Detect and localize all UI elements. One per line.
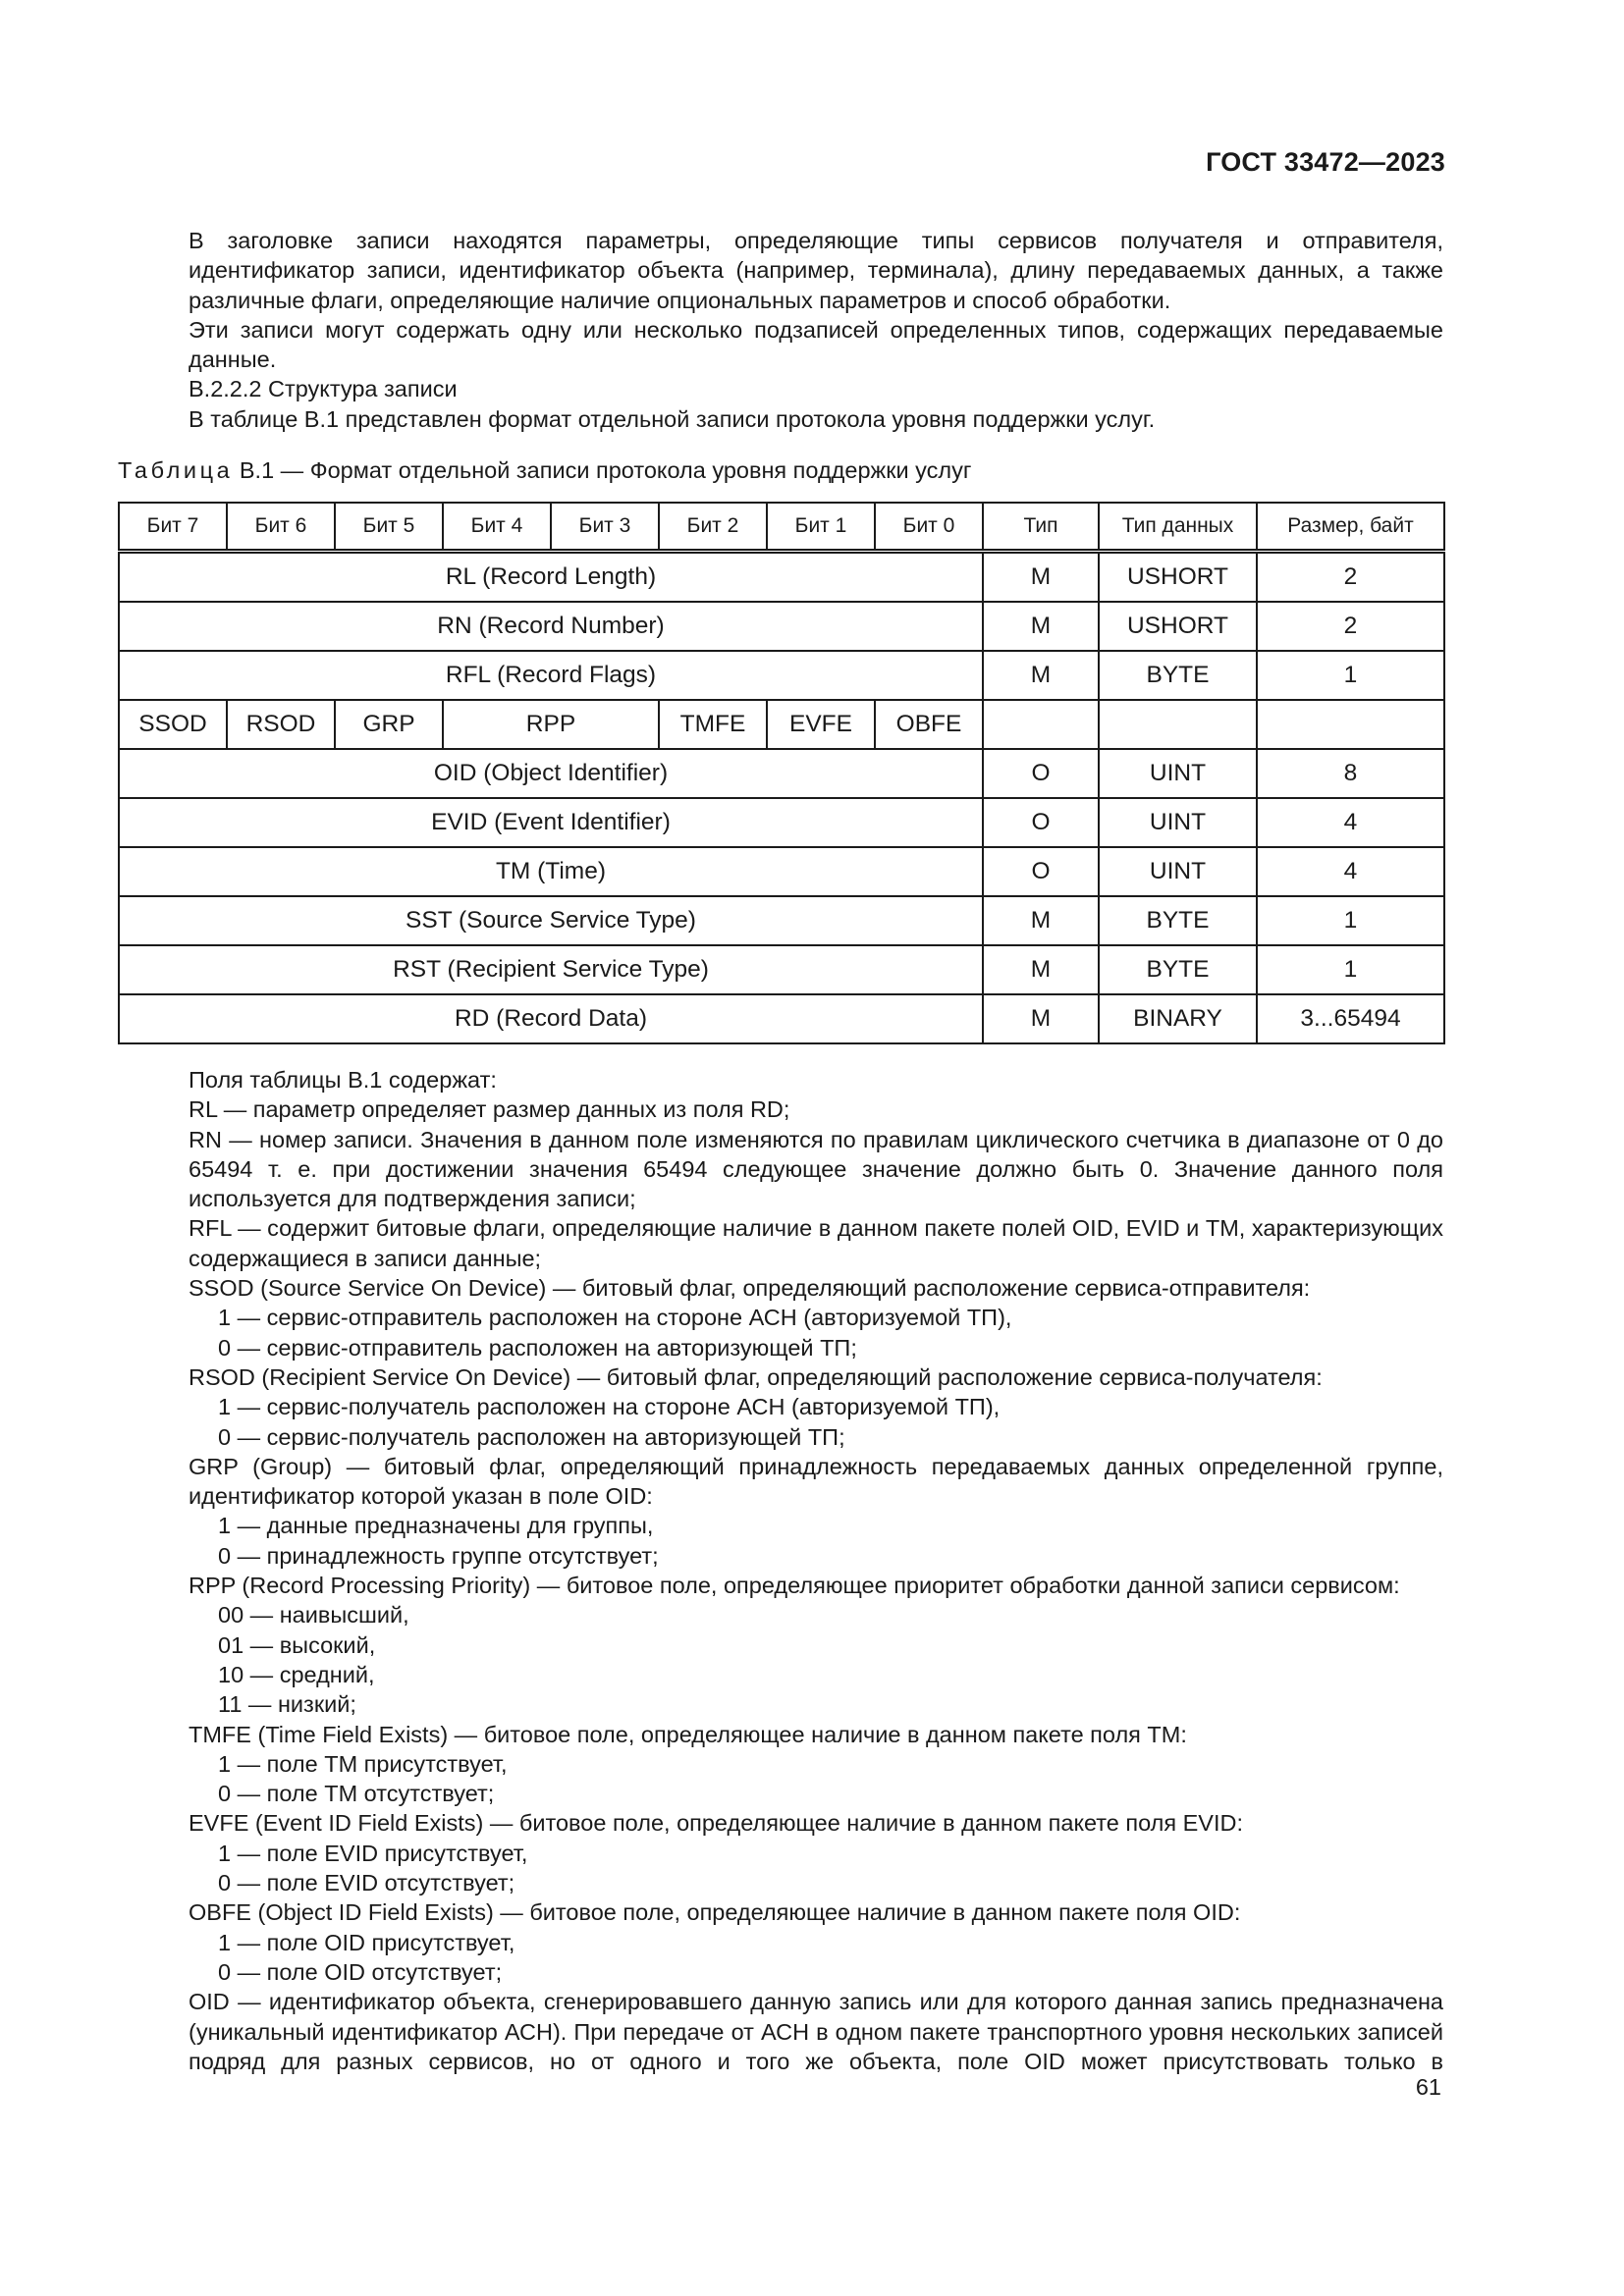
paragraph: TMFE (Time Field Exists) — битовое поле, определяющее наличие в данном пакете поля TM: xyxy=(189,1721,1187,1747)
size-cell: 4 xyxy=(1257,798,1444,847)
field-name-cell: RST (Recipient Service Type) xyxy=(119,945,983,994)
paragraph: OID — идентификатор объекта, сгенерировавшего данную запись или для которого данная запись предназначена (уникальный идентификатор АСН). При передаче от АСН в одном пакете транспортного уровня нескольких записей подряд для разных сервисов, но от одного и того же объекта, поле OID может присутствовать только в xyxy=(189,1989,1443,2074)
table-row xyxy=(119,994,1444,1043)
table-row xyxy=(119,700,1444,749)
list-item: 1 — данные предназначены для группы, xyxy=(218,1513,654,1539)
flag-cell: RPP xyxy=(443,700,659,749)
table-header-cell: Бит 7 xyxy=(119,503,227,552)
data-type-cell: BYTE xyxy=(1099,896,1257,945)
type-cell: M xyxy=(983,651,1099,700)
list-item: 11 — низкий; xyxy=(218,1691,356,1718)
type-cell: M xyxy=(983,602,1099,651)
list-item: 01 — высокий, xyxy=(218,1631,376,1658)
paragraph: RSOD (Recipient Service On Device) — битовый флаг, определяющий расположение сервиса-получателя: xyxy=(189,1363,1323,1390)
flag-cell: SSOD xyxy=(119,700,227,749)
page-number: 61 xyxy=(1415,2074,1441,2100)
type-cell: O xyxy=(983,847,1099,896)
size-cell: 1 xyxy=(1257,896,1444,945)
paragraph: Эти записи могут содержать одну или несколько подзаписей определенных типов, содержащих передаваемые данные. xyxy=(189,316,1443,373)
type-cell: M xyxy=(983,896,1099,945)
list-item: 0 — поле TM отсутствует; xyxy=(218,1781,495,1807)
paragraph: В заголовке записи находятся параметры, определяющие типы сервисов получателя и отправителя, идентификатор записи, идентификатор объекта (например, терминала), длину передаваемых данных, а также различные флаги, определяющие наличие опциональных параметров и способ обработки. xyxy=(189,228,1443,313)
paragraph: В таблице В.1 представлен формат отдельной записи протокола уровня поддержки услуг. xyxy=(189,405,1156,432)
paragraph: GRP (Group) — битовый флаг, определяющий принадлежность передаваемых данных определенной группе, идентификатор которой указан в поле OID: xyxy=(189,1453,1443,1510)
table-caption-prefix: Таблица xyxy=(118,457,234,483)
table-header-cell: Размер, байт xyxy=(1257,503,1444,552)
list-item: 0 — поле EVID отсутствует; xyxy=(218,1870,515,1896)
data-type-cell xyxy=(1099,700,1257,749)
list-item: 1 — сервис-получатель расположен на стороне АСН (авторизуемой ТП), xyxy=(218,1394,1001,1420)
table-header-cell: Бит 3 xyxy=(551,503,659,552)
paragraph: SSOD (Source Service On Device) — битовый флаг, определяющий расположение сервиса-отправителя: xyxy=(189,1275,1311,1302)
table-header-cell: Бит 0 xyxy=(875,503,983,552)
table-header-row xyxy=(119,503,1444,552)
size-cell: 2 xyxy=(1257,602,1444,651)
type-cell: M xyxy=(983,945,1099,994)
data-type-cell: USHORT xyxy=(1099,552,1257,603)
paragraph: RFL — содержит битовые флаги, определяющие наличие в данном пакете полей OID, EVID и TM, характеризующих содержащиеся в записи данные; xyxy=(189,1215,1443,1271)
field-name-cell: SST (Source Service Type) xyxy=(119,896,983,945)
list-item: 0 — сервис-получатель расположен на авторизующей ТП; xyxy=(218,1423,845,1450)
table-header-cell: Бит 5 xyxy=(335,503,443,552)
table-row xyxy=(119,896,1444,945)
table-header-cell: Бит 1 xyxy=(767,503,875,552)
paragraph: OBFE (Object ID Field Exists) — битовое поле, определяющее наличие в данном пакете поля OID: xyxy=(189,1899,1241,1926)
size-cell: 2 xyxy=(1257,552,1444,603)
list-item: 0 — сервис-отправитель расположен на авторизующей ТП; xyxy=(218,1334,857,1361)
data-type-cell: BINARY xyxy=(1099,994,1257,1043)
field-name-cell: RL (Record Length) xyxy=(119,552,983,603)
table-row xyxy=(119,945,1444,994)
table-header-cell: Тип xyxy=(983,503,1099,552)
list-item: 10 — средний, xyxy=(218,1661,375,1687)
intro-text xyxy=(118,226,1443,434)
field-name-cell: EVID (Event Identifier) xyxy=(119,798,983,847)
list-item: 1 — поле TM присутствует, xyxy=(218,1750,508,1777)
record-format-table xyxy=(118,502,1445,1044)
field-name-cell: RN (Record Number) xyxy=(119,602,983,651)
paragraph: Поля таблицы В.1 содержат: xyxy=(189,1067,497,1093)
section-heading: В.2.2.2 Структура записи xyxy=(189,376,458,402)
field-name-cell: OID (Object Identifier) xyxy=(119,749,983,798)
table-header-cell: Бит 6 xyxy=(227,503,335,552)
table-row xyxy=(119,847,1444,896)
data-type-cell: BYTE xyxy=(1099,651,1257,700)
table-row xyxy=(119,749,1444,798)
list-item: 1 — поле EVID присутствует, xyxy=(218,1840,528,1866)
type-cell: M xyxy=(983,552,1099,603)
list-item: 0 — принадлежность группе отсутствует; xyxy=(218,1542,659,1569)
table-header-cell: Бит 4 xyxy=(443,503,551,552)
document-code: ГОСТ 33472—2023 xyxy=(1206,147,1445,177)
table-caption xyxy=(118,457,971,484)
flag-cell: OBFE xyxy=(875,700,983,749)
table-row xyxy=(119,651,1444,700)
table-header-cell: Бит 2 xyxy=(659,503,767,552)
type-cell xyxy=(983,700,1099,749)
size-cell xyxy=(1257,700,1444,749)
data-type-cell: UINT xyxy=(1099,749,1257,798)
data-type-cell: UINT xyxy=(1099,847,1257,896)
paragraph: EVFE (Event ID Field Exists) — битовое поле, определяющее наличие в данном пакете поля EVID: xyxy=(189,1810,1244,1837)
type-cell: M xyxy=(983,994,1099,1043)
paragraph: RN — номер записи. Значения в данном поле изменяются по правилам циклического счетчика в диапазоне от 0 до 65494 т. е. при достижении значения 65494 следующее значение должно быть 0. Значение данного поля используется для подтверждения записи; xyxy=(189,1126,1443,1212)
flag-cell: EVFE xyxy=(767,700,875,749)
table-row xyxy=(119,552,1444,603)
flag-cell: RSOD xyxy=(227,700,335,749)
size-cell: 1 xyxy=(1257,945,1444,994)
list-item: 1 — сервис-отправитель расположен на стороне АСН (авторизуемой ТП), xyxy=(218,1305,1012,1331)
list-item: 1 — поле OID присутствует, xyxy=(218,1929,515,1955)
type-cell: O xyxy=(983,749,1099,798)
flag-cell: TMFE xyxy=(659,700,767,749)
type-cell: O xyxy=(983,798,1099,847)
flag-cell: GRP xyxy=(335,700,443,749)
data-type-cell: BYTE xyxy=(1099,945,1257,994)
list-item: 0 — поле OID отсутствует; xyxy=(218,1958,503,1985)
size-cell: 3...65494 xyxy=(1257,994,1444,1043)
table-row xyxy=(119,798,1444,847)
table-header-cell: Тип данных xyxy=(1099,503,1257,552)
paragraph: RL — параметр определяет размер данных из поля RD; xyxy=(189,1096,790,1123)
size-cell: 8 xyxy=(1257,749,1444,798)
field-name-cell: TM (Time) xyxy=(119,847,983,896)
size-cell: 4 xyxy=(1257,847,1444,896)
table-row xyxy=(119,602,1444,651)
table-caption-text: В.1 — Формат отдельной записи протокола уровня поддержки услуг xyxy=(239,457,972,483)
field-name-cell: RFL (Record Flags) xyxy=(119,651,983,700)
field-name-cell: RD (Record Data) xyxy=(119,994,983,1043)
data-type-cell: UINT xyxy=(1099,798,1257,847)
size-cell: 1 xyxy=(1257,651,1444,700)
field-descriptions xyxy=(118,1065,1443,2076)
data-type-cell: USHORT xyxy=(1099,602,1257,651)
list-item: 00 — наивысший, xyxy=(218,1602,409,1629)
paragraph: RPP (Record Processing Priority) — битовое поле, определяющее приоритет обработки данной записи сервисом: xyxy=(189,1573,1400,1599)
